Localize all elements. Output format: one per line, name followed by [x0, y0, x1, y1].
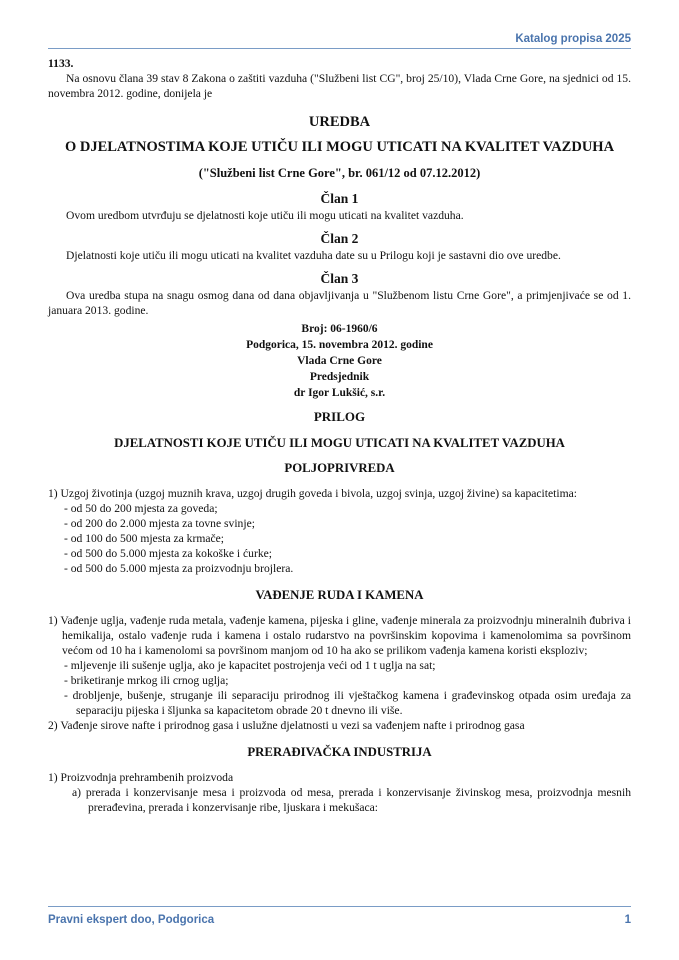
list-item: - mljevenje ili sušenje uglja, ako je kapacitet postrojenja veći od 1 t uglja na sat; — [64, 659, 436, 672]
list-item: - od 100 do 500 mjesta za krmače; — [64, 532, 225, 545]
list-item: - od 500 do 5.000 mjesta za proizvodnju brojlera. — [64, 562, 294, 575]
signature-role: Predsjednik — [309, 371, 370, 383]
document-subtitle: O DJELATNOSTIMA KOJE UTIČU ILI MOGU UTICATI NA KVALITET VAZDUHA — [64, 139, 615, 155]
sub-item: a) prerada i konzervisanje mesa i proizvoda od mesa, prerada i konzervisanje živinskog mesa, proizvodnja mesnih prerađevina, prerada i konzervisanje ribe, ljuskara i mekušaca: — [72, 786, 631, 814]
article-1-text: Ovom uredbom utvrđuju se djelatnosti koje utiču ili mogu uticati na kvalitet vazduha. — [66, 209, 464, 222]
signature-government: Vlada Crne Gore — [297, 355, 382, 367]
preamble: Na osnovu člana 39 stav 8 Zakona o zaštiti vazduha ("Službeni list CG", broj 25/10), Vlada Crne Gore, na sjednici od 15. novembra 2012. godine, donijela je — [48, 72, 631, 100]
annex-subtitle: DJELATNOSTI KOJE UTIČU ILI MOGU UTICATI NA KVALITET VAZDUHA — [114, 436, 565, 450]
list-item: - od 200 do 2.000 mjesta za tovne svinje; — [64, 517, 255, 530]
article-2-text: Djelatnosti koje utiču ili mogu uticati na kvalitet vazduha date su u Prilogu koji je sastavni dio ove uredbe. — [66, 249, 561, 262]
section-heading-agriculture: POLJOPRIVREDA — [284, 461, 395, 475]
document-number: 1133. — [48, 57, 74, 70]
list-item: - drobljenje, bušenje, struganje ili separaciju prirodnog ili vještačkog kamena i građevinskog otpada osim uređaja za separaciju pijeska i šljunka sa kapacitetom obrade 20 t dnevno ili više. — [64, 689, 631, 717]
page-header — [48, 30, 631, 49]
list-item: - od 50 do 200 mjesta za goveda; — [64, 502, 218, 515]
signature-place-date: Podgorica, 15. novembra 2012. godine — [246, 339, 433, 351]
publisher-name: Pravni ekspert doo, Podgorica — [48, 914, 215, 926]
section-item: 1) Proizvodnja prehrambenih proizvoda — [48, 771, 234, 784]
article-1-heading: Član 1 — [320, 191, 359, 206]
annex-title: PRILOG — [313, 409, 366, 424]
section-heading-manufacturing: PRERAĐIVAČKA INDUSTRIJA — [247, 745, 432, 759]
signature-block — [48, 321, 631, 401]
document-title: UREDBA — [308, 114, 371, 130]
catalog-title: Katalog propisa 2025 — [515, 33, 631, 45]
section-heading-mining: VAĐENJE RUDA I KAMENA — [255, 588, 424, 602]
article-3-heading: Član 3 — [320, 271, 359, 286]
section-item: 1) Vađenje uglja, vađenje ruda metala, vađenje kamena, pijeska i gline, vađenje minerala za proizvodnju mineralnih đubriva i hemikalija, ostalo vađenje ruda i kamena i ostalo rudarstvo na površinskim kopovima i kamenolomima sa površinom većom od 10 ha i kamenolomi sa površinom manjom od 10 ha ako se prilikom vađenja kamena koristi eksploziv; — [48, 614, 631, 657]
document-body — [48, 54, 631, 815]
list-item: - briketiranje mrkog ili crnog uglja; — [64, 674, 229, 687]
article-2-heading: Član 2 — [320, 231, 359, 246]
section-item: 2) Vađenje sirove nafte i prirodnog gasa i uslužne djelatnosti u vezi sa vađenjem nafte i prirodnog gasa — [48, 719, 525, 732]
signature-name: dr Igor Lukšić, s.r. — [293, 387, 386, 399]
article-3-text: Ova uredba stupa na snagu osmog dana od dana objavljivanja u "Službenom listu Crne Gore", a primjenjivaće se od 1. januara 2013. godine. — [48, 289, 631, 317]
list-item: - od 500 do 5.000 mjesta za kokoške i ćurke; — [64, 547, 272, 560]
page-number: 1 — [624, 914, 631, 926]
page-footer — [48, 906, 631, 929]
signature-broj: Broj: 06-1960/6 — [301, 323, 378, 335]
section-item: 1) Uzgoj životinja (uzgoj muznih krava, uzgoj drugih goveda i bivola, uzgoj svinja, uzgoj živine) sa kapacitetima: — [48, 487, 577, 500]
gazette-reference: ("Službeni list Crne Gore", br. 061/12 od 07.12.2012) — [198, 166, 481, 180]
